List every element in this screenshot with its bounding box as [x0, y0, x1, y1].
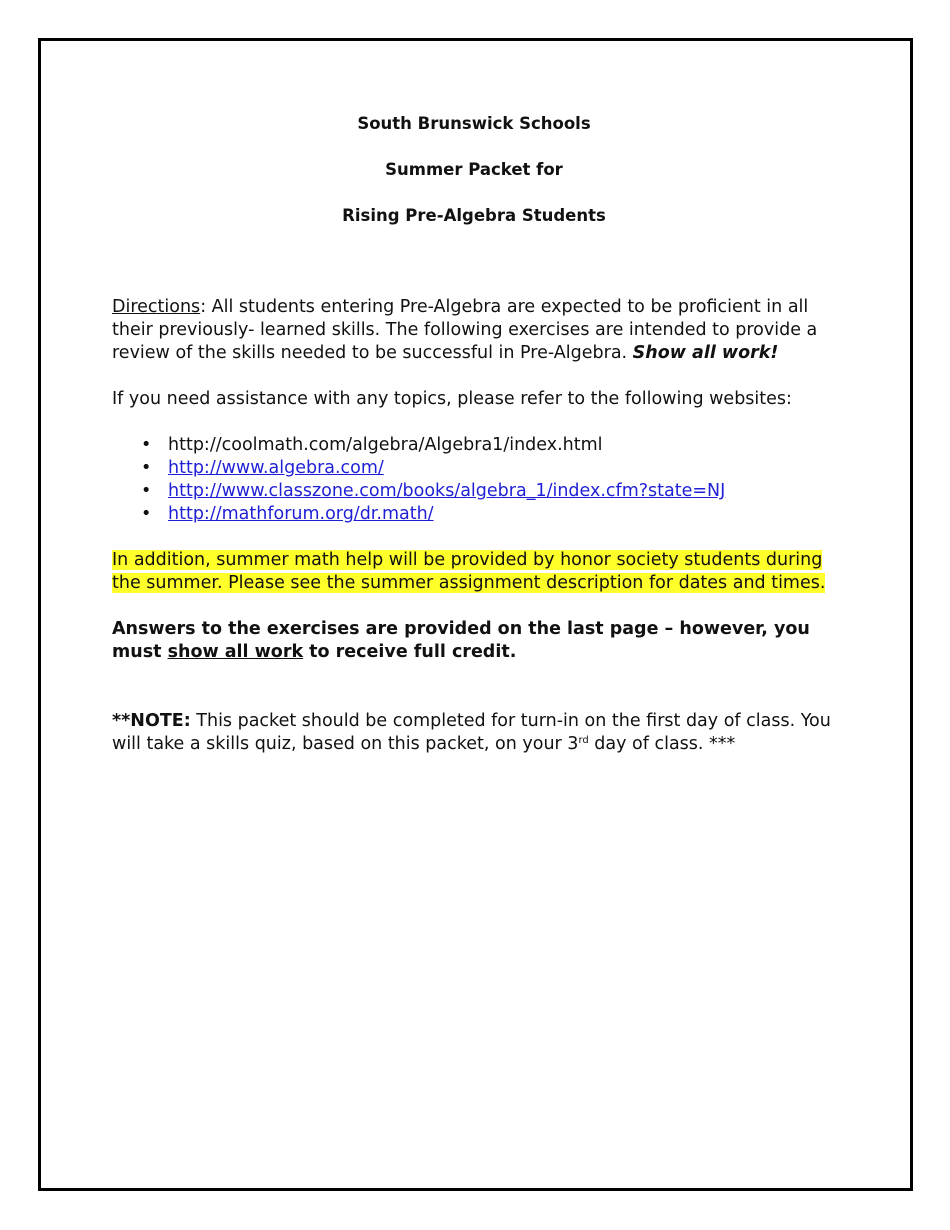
directions-text: : All students entering Pre-Algebra are expected to be proficient in all their previously- learned skills. The following exercises are intended to provide a review of the skills needed to be successful in Pre-Algebra.	[112, 297, 818, 363]
note-text-part1: This packet should be completed for turn-in on the first day of class. You will take a skills quiz, based on this packet, on your 3	[112, 711, 831, 754]
answers-paragraph	[112, 618, 836, 664]
note-superscript: rd	[578, 735, 589, 746]
website-mathforum-link[interactable]: http://mathforum.org/dr.math/	[168, 504, 434, 524]
list-item	[112, 503, 836, 526]
assistance-intro: If you need assistance with any topics, please refer to the following websites:	[112, 389, 792, 409]
directions-emphasis: Show all work!	[632, 343, 779, 363]
document-content	[112, 112, 836, 756]
answers-text-part1: Answers to the exercises are provided on the last page – however, you must	[112, 619, 810, 662]
website-list	[112, 434, 836, 526]
bullet-icon: •	[141, 458, 152, 478]
bullet-icon: •	[141, 504, 152, 524]
highlighted-help-text: In addition, summer math help will be provided by honor society students during the summer. Please see the summer assignment description for dates and times.	[112, 550, 826, 593]
school-name-heading: South Brunswick Schools	[357, 114, 591, 133]
note-paragraph	[112, 710, 836, 756]
list-item	[112, 434, 836, 457]
packet-heading: Summer Packet for	[385, 160, 563, 179]
directions-label: Directions	[112, 297, 201, 317]
list-item	[112, 457, 836, 480]
list-item	[112, 480, 836, 503]
note-text-part2: day of class. ***	[588, 734, 736, 754]
answers-underlined: show all work	[167, 642, 304, 662]
audience-heading: Rising Pre-Algebra Students	[342, 206, 606, 225]
website-classzone-link[interactable]: http://www.classzone.com/books/algebra_1/index.cfm?state=NJ	[168, 481, 726, 501]
note-label: **NOTE:	[112, 711, 191, 731]
website-coolmath: http://coolmath.com/algebra/Algebra1/index.html	[168, 435, 603, 455]
bullet-icon: •	[141, 435, 152, 455]
bullet-icon: •	[141, 481, 152, 501]
answers-text-part2: to receive full credit.	[303, 642, 517, 662]
help-paragraph	[112, 549, 836, 595]
website-algebra-link[interactable]: http://www.algebra.com/	[168, 458, 384, 478]
directions-paragraph	[112, 296, 836, 365]
